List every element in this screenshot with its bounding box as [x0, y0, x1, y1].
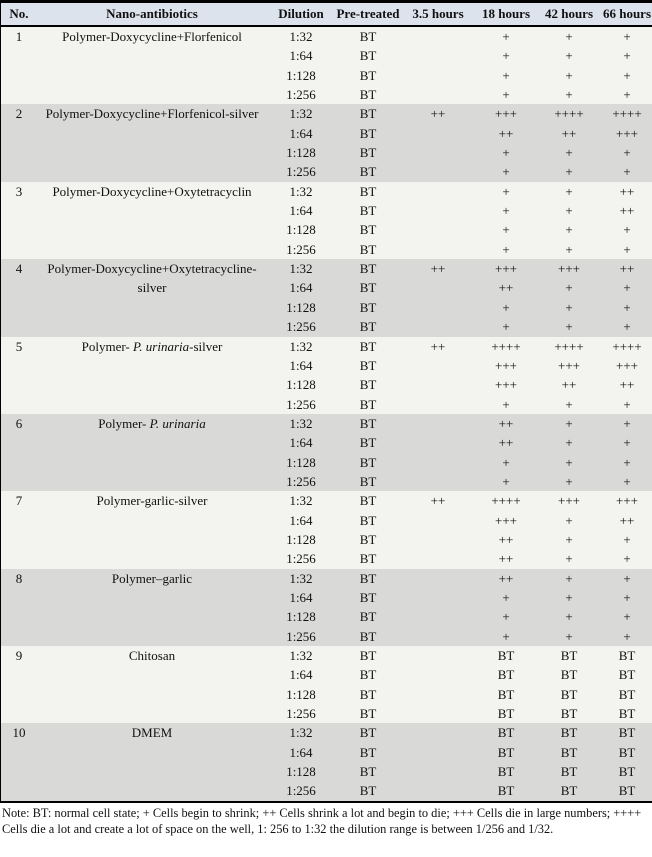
- nano-antibiotic-name: Polymer-Doxycycline+Florfenicol-silver: [37, 104, 267, 181]
- hours-42-cell: ++: [537, 375, 601, 394]
- dilution-cell: 1:128: [267, 530, 335, 549]
- pre-treated-cell: BT: [335, 762, 401, 781]
- hours-18-cell: +: [475, 220, 537, 239]
- pre-treated-cell: BT: [335, 124, 401, 143]
- hours-42-cell: +: [537, 511, 601, 530]
- pre-treated-cell: BT: [335, 182, 401, 201]
- hours-18-cell: BT: [475, 781, 537, 801]
- dilution-cell: 1:32: [267, 337, 335, 356]
- pre-treated-cell: BT: [335, 665, 401, 684]
- hours-42-cell: +: [537, 414, 601, 433]
- hours-66-cell: +: [601, 278, 652, 297]
- pre-treated-cell: BT: [335, 259, 401, 278]
- pre-treated-cell: BT: [335, 66, 401, 85]
- dilution-cell: 1:256: [267, 549, 335, 568]
- dilution-cell: 1:64: [267, 46, 335, 65]
- pre-treated-cell: BT: [335, 26, 401, 46]
- dilution-cell: 1:32: [267, 259, 335, 278]
- dilution-cell: 1:64: [267, 588, 335, 607]
- hours-18-cell: +: [475, 317, 537, 336]
- hours-3-5-cell: ++: [401, 259, 475, 278]
- table-footnote: Note: BT: normal cell state; + Cells begin to shrink; ++ Cells shrink a lot and begin to die; +++ Cells die in large numbers; ++++ Cells die a lot and create a lot of space on the well, 1: 256 to 1:32 the dilution range is between 1/256 and 1/32.: [2, 805, 642, 836]
- table-row: [1, 259, 652, 278]
- dilution-cell: 1:32: [267, 104, 335, 123]
- hours-42-cell: +: [537, 549, 601, 568]
- column-header-dilution: Dilution: [267, 2, 335, 27]
- hours-66-cell: +: [601, 220, 652, 239]
- hours-66-cell: +: [601, 569, 652, 588]
- hours-3-5-cell: [401, 375, 475, 394]
- pre-treated-cell: BT: [335, 375, 401, 394]
- hours-42-cell: BT: [537, 723, 601, 742]
- pre-treated-cell: BT: [335, 104, 401, 123]
- column-header-nano-antibiotics: Nano-antibiotics: [37, 2, 267, 27]
- hours-66-cell: +: [601, 453, 652, 472]
- hours-66-cell: ++: [601, 375, 652, 394]
- hours-3-5-cell: [401, 124, 475, 143]
- hours-42-cell: +: [537, 607, 601, 626]
- hours-18-cell: ++: [475, 124, 537, 143]
- hours-42-cell: BT: [537, 704, 601, 723]
- hours-18-cell: BT: [475, 685, 537, 704]
- column-header-42-hours: 42 hours: [537, 2, 601, 27]
- hours-42-cell: +: [537, 395, 601, 414]
- table-row: [1, 182, 652, 201]
- dilution-cell: 1:64: [267, 433, 335, 452]
- hours-18-cell: ++: [475, 433, 537, 452]
- hours-3-5-cell: ++: [401, 491, 475, 510]
- hours-42-cell: ++++: [537, 104, 601, 123]
- hours-3-5-cell: [401, 433, 475, 452]
- hours-42-cell: +: [537, 627, 601, 646]
- dilution-cell: 1:256: [267, 162, 335, 181]
- hours-18-cell: +: [475, 182, 537, 201]
- hours-66-cell: BT: [601, 762, 652, 781]
- hours-42-cell: +: [537, 317, 601, 336]
- row-number: 2: [1, 104, 38, 181]
- hours-3-5-cell: [401, 201, 475, 220]
- hours-42-cell: +: [537, 278, 601, 297]
- hours-3-5-cell: [401, 26, 475, 46]
- hours-42-cell: +: [537, 530, 601, 549]
- column-header-no: No.: [1, 2, 38, 27]
- nano-antibiotic-name: Chitosan: [37, 646, 267, 723]
- dilution-cell: 1:128: [267, 143, 335, 162]
- hours-66-cell: +++: [601, 124, 652, 143]
- hours-66-cell: +: [601, 627, 652, 646]
- hours-66-cell: BT: [601, 704, 652, 723]
- table-row: [1, 646, 652, 665]
- hours-3-5-cell: [401, 356, 475, 375]
- hours-42-cell: +: [537, 240, 601, 259]
- hours-18-cell: +: [475, 395, 537, 414]
- hours-42-cell: BT: [537, 646, 601, 665]
- hours-42-cell: BT: [537, 762, 601, 781]
- hours-18-cell: ++++: [475, 491, 537, 510]
- dilution-cell: 1:128: [267, 607, 335, 626]
- hours-42-cell: +: [537, 182, 601, 201]
- hours-3-5-cell: [401, 66, 475, 85]
- hours-3-5-cell: [401, 588, 475, 607]
- hours-42-cell: +: [537, 85, 601, 104]
- pre-treated-cell: BT: [335, 743, 401, 762]
- hours-42-cell: +: [537, 472, 601, 491]
- table-row: [1, 26, 652, 46]
- hours-3-5-cell: [401, 569, 475, 588]
- header-row: [1, 2, 652, 27]
- column-header-pre-treated: Pre-treated: [335, 2, 401, 27]
- hours-66-cell: +: [601, 588, 652, 607]
- hours-66-cell: +++: [601, 491, 652, 510]
- column-header-3-5-hours: 3.5 hours: [401, 2, 475, 27]
- hours-3-5-cell: [401, 704, 475, 723]
- hours-66-cell: +: [601, 85, 652, 104]
- dilution-cell: 1:32: [267, 26, 335, 46]
- dilution-cell: 1:256: [267, 704, 335, 723]
- hours-66-cell: BT: [601, 781, 652, 801]
- hours-3-5-cell: [401, 685, 475, 704]
- dilution-cell: 1:64: [267, 665, 335, 684]
- hours-18-cell: +++: [475, 375, 537, 394]
- row-number: 7: [1, 491, 38, 568]
- table-header: [1, 2, 652, 27]
- hours-3-5-cell: ++: [401, 337, 475, 356]
- hours-18-cell: ++: [475, 569, 537, 588]
- pre-treated-cell: BT: [335, 704, 401, 723]
- dilution-cell: 1:32: [267, 182, 335, 201]
- hours-3-5-cell: [401, 46, 475, 65]
- dilution-cell: 1:128: [267, 298, 335, 317]
- hours-66-cell: BT: [601, 665, 652, 684]
- pre-treated-cell: BT: [335, 781, 401, 801]
- hours-18-cell: +++: [475, 259, 537, 278]
- hours-18-cell: +: [475, 627, 537, 646]
- hours-66-cell: +: [601, 143, 652, 162]
- nano-antibiotic-name: Polymer–garlic: [37, 569, 267, 646]
- hours-18-cell: +: [475, 143, 537, 162]
- hours-18-cell: BT: [475, 665, 537, 684]
- hours-42-cell: +: [537, 569, 601, 588]
- hours-42-cell: +: [537, 453, 601, 472]
- hours-18-cell: ++: [475, 414, 537, 433]
- hours-66-cell: +: [601, 162, 652, 181]
- hours-18-cell: +: [475, 607, 537, 626]
- nano-antibiotic-name: Polymer- P. urinaria-silver: [37, 337, 267, 414]
- pre-treated-cell: BT: [335, 317, 401, 336]
- hours-66-cell: ++: [601, 511, 652, 530]
- hours-66-cell: ++++: [601, 337, 652, 356]
- hours-18-cell: +: [475, 240, 537, 259]
- dilution-cell: 1:128: [267, 762, 335, 781]
- hours-42-cell: +: [537, 201, 601, 220]
- hours-3-5-cell: [401, 665, 475, 684]
- column-header-18-hours: 18 hours: [475, 2, 537, 27]
- hours-18-cell: +: [475, 162, 537, 181]
- pre-treated-cell: BT: [335, 685, 401, 704]
- pre-treated-cell: BT: [335, 356, 401, 375]
- hours-3-5-cell: [401, 627, 475, 646]
- nano-antibiotic-name: Polymer- P. urinaria: [37, 414, 267, 491]
- hours-18-cell: ++: [475, 530, 537, 549]
- hours-66-cell: +: [601, 414, 652, 433]
- hours-18-cell: +: [475, 201, 537, 220]
- pre-treated-cell: BT: [335, 143, 401, 162]
- pre-treated-cell: BT: [335, 491, 401, 510]
- dilution-cell: 1:256: [267, 781, 335, 801]
- pre-treated-cell: BT: [335, 723, 401, 742]
- pre-treated-cell: BT: [335, 240, 401, 259]
- hours-18-cell: ++: [475, 278, 537, 297]
- hours-66-cell: +: [601, 240, 652, 259]
- pre-treated-cell: BT: [335, 395, 401, 414]
- hours-42-cell: BT: [537, 685, 601, 704]
- dilution-cell: 1:32: [267, 491, 335, 510]
- hours-18-cell: +: [475, 298, 537, 317]
- hours-18-cell: +++: [475, 356, 537, 375]
- hours-42-cell: +: [537, 433, 601, 452]
- hours-66-cell: BT: [601, 646, 652, 665]
- hours-3-5-cell: ++: [401, 104, 475, 123]
- hours-18-cell: +: [475, 26, 537, 46]
- hours-3-5-cell: [401, 182, 475, 201]
- hours-42-cell: +: [537, 66, 601, 85]
- hours-18-cell: +++: [475, 511, 537, 530]
- dilution-cell: 1:64: [267, 356, 335, 375]
- pre-treated-cell: BT: [335, 278, 401, 297]
- hours-66-cell: ++: [601, 201, 652, 220]
- hours-66-cell: +: [601, 607, 652, 626]
- hours-3-5-cell: [401, 530, 475, 549]
- species-name-italic: P. urinaria: [149, 415, 206, 431]
- table-body: [1, 26, 652, 802]
- hours-18-cell: ++: [475, 549, 537, 568]
- pre-treated-cell: BT: [335, 549, 401, 568]
- dilution-cell: 1:32: [267, 646, 335, 665]
- hours-66-cell: +: [601, 433, 652, 452]
- hours-3-5-cell: [401, 162, 475, 181]
- hours-66-cell: +: [601, 46, 652, 65]
- hours-18-cell: BT: [475, 704, 537, 723]
- nano-antibiotic-name: Polymer-Doxycycline+Oxytetracycline-silver: [37, 259, 267, 336]
- table-row: [1, 491, 652, 510]
- dilution-cell: 1:32: [267, 569, 335, 588]
- hours-3-5-cell: [401, 317, 475, 336]
- hours-3-5-cell: [401, 298, 475, 317]
- dilution-cell: 1:64: [267, 124, 335, 143]
- hours-66-cell: +: [601, 549, 652, 568]
- dilution-cell: 1:256: [267, 627, 335, 646]
- hours-66-cell: ++++: [601, 104, 652, 123]
- pre-treated-cell: BT: [335, 46, 401, 65]
- hours-3-5-cell: [401, 472, 475, 491]
- pre-treated-cell: BT: [335, 414, 401, 433]
- pre-treated-cell: BT: [335, 472, 401, 491]
- pre-treated-cell: BT: [335, 298, 401, 317]
- hours-3-5-cell: [401, 743, 475, 762]
- dilution-cell: 1:128: [267, 220, 335, 239]
- hours-18-cell: BT: [475, 723, 537, 742]
- pre-treated-cell: BT: [335, 607, 401, 626]
- dilution-cell: 1:256: [267, 240, 335, 259]
- dilution-cell: 1:128: [267, 453, 335, 472]
- dilution-cell: 1:128: [267, 375, 335, 394]
- dilution-cell: 1:256: [267, 395, 335, 414]
- dilution-cell: 1:32: [267, 723, 335, 742]
- hours-3-5-cell: [401, 85, 475, 104]
- hours-66-cell: ++: [601, 259, 652, 278]
- hours-66-cell: +: [601, 298, 652, 317]
- hours-18-cell: +: [475, 453, 537, 472]
- pre-treated-cell: BT: [335, 162, 401, 181]
- pre-treated-cell: BT: [335, 433, 401, 452]
- hours-18-cell: +: [475, 66, 537, 85]
- hours-18-cell: ++++: [475, 337, 537, 356]
- pre-treated-cell: BT: [335, 627, 401, 646]
- hours-42-cell: +++: [537, 259, 601, 278]
- row-number: 8: [1, 569, 38, 646]
- dilution-cell: 1:256: [267, 472, 335, 491]
- hours-66-cell: +++: [601, 356, 652, 375]
- species-name-italic: P. urinaria: [133, 338, 190, 354]
- hours-18-cell: BT: [475, 743, 537, 762]
- dilution-cell: 1:128: [267, 685, 335, 704]
- pre-treated-cell: BT: [335, 220, 401, 239]
- table-row: [1, 104, 652, 123]
- pre-treated-cell: BT: [335, 453, 401, 472]
- dilution-cell: 1:64: [267, 743, 335, 762]
- dilution-cell: 1:64: [267, 201, 335, 220]
- hours-18-cell: BT: [475, 762, 537, 781]
- hours-66-cell: ++: [601, 182, 652, 201]
- pre-treated-cell: BT: [335, 646, 401, 665]
- row-number: 5: [1, 337, 38, 414]
- pre-treated-cell: BT: [335, 569, 401, 588]
- table-row: [1, 414, 652, 433]
- hours-42-cell: +: [537, 143, 601, 162]
- hours-42-cell: BT: [537, 743, 601, 762]
- pre-treated-cell: BT: [335, 588, 401, 607]
- hours-3-5-cell: [401, 549, 475, 568]
- hours-18-cell: +: [475, 46, 537, 65]
- nano-antibiotic-name: Polymer-Doxycycline+Oxytetracyclin: [37, 182, 267, 259]
- hours-66-cell: +: [601, 66, 652, 85]
- hours-3-5-cell: [401, 414, 475, 433]
- hours-66-cell: +: [601, 317, 652, 336]
- hours-66-cell: +: [601, 530, 652, 549]
- dilution-cell: 1:64: [267, 278, 335, 297]
- hours-66-cell: +: [601, 472, 652, 491]
- hours-18-cell: +: [475, 588, 537, 607]
- hours-42-cell: +: [537, 26, 601, 46]
- dilution-cell: 1:64: [267, 511, 335, 530]
- hours-3-5-cell: [401, 762, 475, 781]
- hours-66-cell: +: [601, 26, 652, 46]
- table-row: [1, 337, 652, 356]
- column-header-66-hours: 66 hours: [601, 2, 652, 27]
- table-row: [1, 723, 652, 742]
- row-number: 6: [1, 414, 38, 491]
- hours-42-cell: +: [537, 588, 601, 607]
- hours-42-cell: ++: [537, 124, 601, 143]
- hours-18-cell: +: [475, 85, 537, 104]
- hours-42-cell: +: [537, 220, 601, 239]
- hours-3-5-cell: [401, 646, 475, 665]
- hours-3-5-cell: [401, 143, 475, 162]
- hours-3-5-cell: [401, 278, 475, 297]
- dilution-cell: 1:128: [267, 66, 335, 85]
- hours-3-5-cell: [401, 240, 475, 259]
- hours-18-cell: +: [475, 472, 537, 491]
- hours-66-cell: BT: [601, 685, 652, 704]
- hours-3-5-cell: [401, 220, 475, 239]
- dilution-cell: 1:256: [267, 85, 335, 104]
- pre-treated-cell: BT: [335, 337, 401, 356]
- nano-antibiotic-name: Polymer-garlic-silver: [37, 491, 267, 568]
- hours-3-5-cell: [401, 723, 475, 742]
- dilution-cell: 1:32: [267, 414, 335, 433]
- hours-18-cell: +++: [475, 104, 537, 123]
- hours-3-5-cell: [401, 395, 475, 414]
- hours-66-cell: BT: [601, 723, 652, 742]
- hours-42-cell: +++: [537, 491, 601, 510]
- hours-42-cell: BT: [537, 665, 601, 684]
- hours-42-cell: +: [537, 46, 601, 65]
- row-number: 4: [1, 259, 38, 336]
- pre-treated-cell: BT: [335, 201, 401, 220]
- hours-42-cell: ++++: [537, 337, 601, 356]
- table-row: [1, 569, 652, 588]
- hours-42-cell: +: [537, 298, 601, 317]
- nano-antibiotic-name: Polymer-Doxycycline+Florfenicol: [37, 26, 267, 104]
- hours-66-cell: +: [601, 395, 652, 414]
- pre-treated-cell: BT: [335, 511, 401, 530]
- hours-3-5-cell: [401, 781, 475, 801]
- pre-treated-cell: BT: [335, 85, 401, 104]
- pre-treated-cell: BT: [335, 530, 401, 549]
- dilution-cell: 1:256: [267, 317, 335, 336]
- hours-42-cell: +: [537, 162, 601, 181]
- hours-3-5-cell: [401, 453, 475, 472]
- row-number: 3: [1, 182, 38, 259]
- hours-42-cell: +++: [537, 356, 601, 375]
- row-number: 1: [1, 26, 38, 104]
- row-number: 10: [1, 723, 38, 801]
- nano-antibiotic-name: DMEM: [37, 723, 267, 801]
- hours-66-cell: BT: [601, 743, 652, 762]
- hours-18-cell: BT: [475, 646, 537, 665]
- hours-42-cell: BT: [537, 781, 601, 801]
- hours-3-5-cell: [401, 511, 475, 530]
- hours-3-5-cell: [401, 607, 475, 626]
- row-number: 9: [1, 646, 38, 723]
